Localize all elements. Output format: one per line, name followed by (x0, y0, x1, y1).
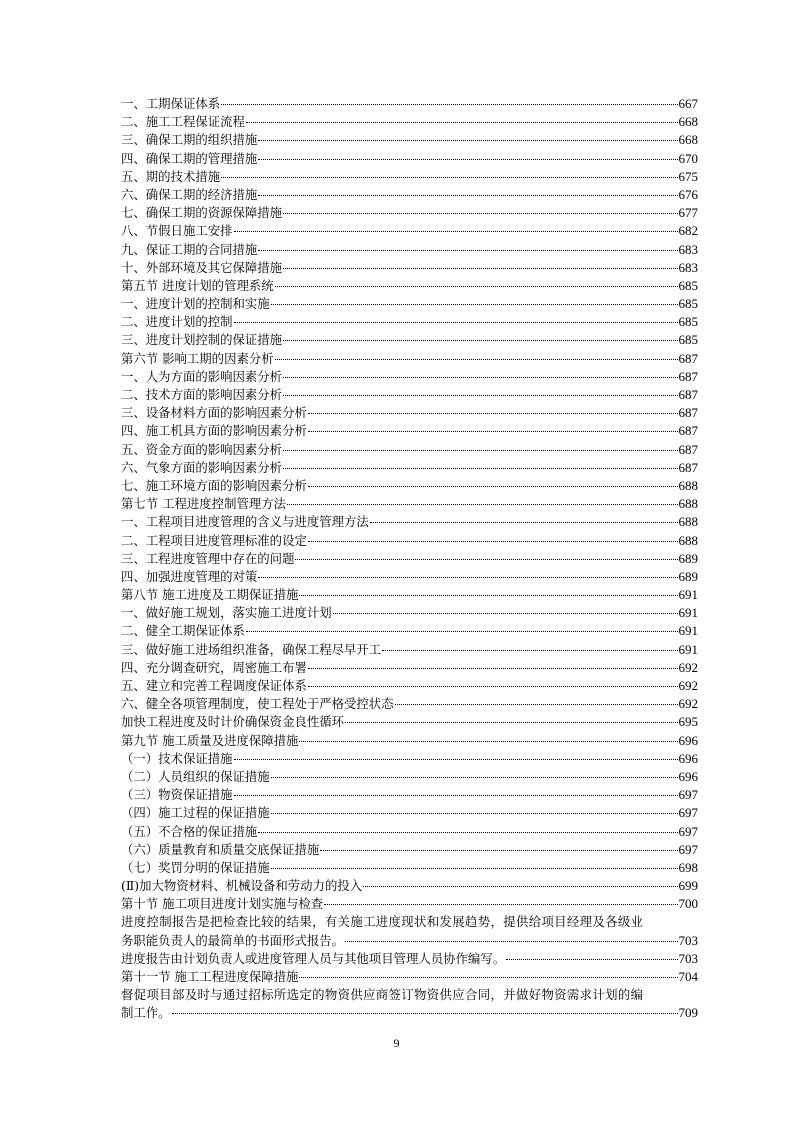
dot-leader (275, 359, 678, 360)
toc-entry-title-line1: 进度控制报告是把检查比较的结果，有关施工进度现状和发展趋势，提供给项目经理及各级业 (121, 914, 644, 930)
dot-leader (308, 413, 678, 414)
toc-page-number: 696 (678, 732, 698, 748)
toc-entry-title: 五、资金方面的影响因素分析 (121, 441, 283, 457)
toc-page-number: 685 (678, 296, 698, 312)
toc-entry-title: 第九节 施工质量及进度保障措施 (121, 732, 299, 748)
toc-page-number: 687 (678, 368, 698, 384)
toc-entry[interactable] (121, 259, 698, 277)
toc-page-number: 687 (678, 387, 698, 402)
toc-page-number: 676 (678, 186, 698, 202)
toc-entry[interactable] (121, 895, 698, 913)
dot-leader (258, 195, 677, 196)
dot-leader (258, 250, 677, 251)
toc-entry-title: 第十一节 施工工程进度保障措施 (121, 969, 299, 984)
toc-entry[interactable] (121, 495, 698, 513)
toc-entry[interactable] (121, 422, 698, 440)
toc-entry[interactable] (121, 313, 698, 331)
dot-leader (258, 832, 677, 833)
toc-page-number: 688 (678, 477, 698, 493)
dot-leader (271, 813, 678, 814)
toc-entry[interactable] (121, 550, 698, 568)
toc-entry-title: 二、健全工期保证体系 (121, 623, 245, 639)
toc-page-number: 685 (678, 277, 698, 293)
dot-leader (324, 904, 677, 905)
toc-entry-section[interactable] (121, 968, 698, 986)
toc-entry-title: （二）人员组织的保证措施 (121, 768, 270, 784)
toc-entry-title: 三、工程进度管理中存在的问题 (121, 550, 295, 566)
dot-leader (234, 759, 678, 760)
toc-entry-title: 一、人为方面的影响因素分析 (121, 368, 283, 384)
toc-page-number: 692 (678, 678, 698, 693)
dot-leader (295, 559, 677, 560)
toc-page-number: 682 (678, 223, 698, 239)
dot-leader (308, 668, 678, 669)
dot-leader (283, 268, 677, 269)
toc-page-number: 700 (678, 896, 698, 912)
toc-entry[interactable] (121, 277, 698, 295)
dot-leader (299, 741, 677, 742)
dot-leader (506, 959, 677, 960)
toc-entry-title: 第七节 工程进度控制管理方法 (121, 496, 287, 512)
toc-page-number: 692 (678, 659, 698, 675)
toc-entry[interactable] (121, 695, 698, 713)
toc-page-number: 692 (678, 696, 698, 712)
toc-entry[interactable] (121, 241, 698, 259)
dot-leader (395, 704, 678, 705)
toc-entry[interactable] (121, 295, 698, 313)
toc-page-number: 691 (678, 641, 698, 657)
dot-leader (258, 577, 677, 578)
dot-leader (308, 686, 678, 687)
dot-leader (283, 468, 677, 469)
toc-page-number: 688 (678, 532, 698, 548)
dot-leader (308, 431, 678, 432)
toc-entry[interactable] (121, 586, 698, 604)
toc-entry[interactable] (121, 568, 698, 586)
toc-page-number: 703 (678, 950, 698, 966)
toc-entry[interactable] (121, 404, 698, 422)
toc-entry[interactable] (121, 841, 698, 859)
toc-page-number: 697 (678, 823, 698, 839)
toc-entry-title: 十、外部环境及其它保障措施 (121, 259, 283, 275)
toc-entry-title: 七、确保工期的资源保障措施 (121, 205, 283, 221)
toc-entry[interactable] (121, 477, 698, 495)
toc-entry[interactable] (121, 204, 698, 222)
dot-leader (221, 177, 677, 178)
dot-leader (275, 286, 678, 287)
toc-page-number: 696 (678, 768, 698, 784)
toc-page-number: 695 (678, 714, 698, 730)
toc-page-number: 698 (678, 859, 698, 875)
toc-page-number: 688 (678, 496, 698, 512)
toc-entry[interactable] (121, 950, 698, 968)
dot-leader (363, 886, 677, 887)
toc-page-number: 687 (678, 350, 698, 366)
toc-entry-title: （七）奖罚分明的保证措施 (121, 859, 270, 875)
toc-entry[interactable] (121, 186, 698, 204)
toc-entry[interactable] (121, 222, 698, 240)
toc-entry[interactable] (121, 386, 698, 404)
dot-leader (271, 304, 678, 305)
toc-page-number: 691 (678, 623, 698, 639)
table-of-contents (121, 95, 698, 1023)
toc-entry[interactable] (121, 659, 698, 677)
dot-leader (370, 522, 678, 523)
toc-entry-title: 第五节 进度计划的管理系统 (121, 277, 274, 293)
toc-entry-title: 四、确保工期的管理措施 (121, 150, 258, 166)
dot-leader (234, 795, 678, 796)
dot-leader (283, 377, 677, 378)
toc-page-number: 687 (678, 423, 698, 439)
dot-leader (283, 395, 677, 396)
toc-page-number: 696 (678, 750, 698, 766)
toc-entry[interactable] (121, 150, 698, 168)
toc-entry[interactable] (121, 168, 698, 186)
toc-entry-title: 三、确保工期的组织措施 (121, 132, 258, 148)
toc-entry-wrapped[interactable] (121, 913, 698, 949)
toc-entry[interactable] (121, 713, 698, 731)
toc-entry-title: 二、工程项目进度管理标准的设定 (121, 532, 307, 548)
toc-entry-title: 三、做好施工进场组织准备，确保工程尽早开工 (121, 641, 382, 657)
toc-entry-title: 六、气象方面的影响因素分析 (121, 459, 283, 475)
toc-entry[interactable] (121, 877, 698, 895)
dot-leader (172, 1013, 678, 1014)
toc-page-number: 677 (678, 205, 698, 221)
toc-entry-title: 六、确保工期的经济措施 (121, 186, 258, 202)
toc-entry[interactable] (121, 95, 698, 113)
toc-page-number: 685 (678, 314, 698, 330)
toc-page-number: 691 (678, 587, 698, 603)
toc-page-number: 709 (678, 1005, 698, 1021)
toc-entry[interactable] (121, 823, 698, 841)
toc-entry-title: 第十节 施工项目进度计划实施与检查 (121, 896, 324, 912)
toc-entry-title-line2: 制工作。 (121, 1005, 171, 1021)
toc-entry-title: 一、做好施工规划，落实施工进度计划 (121, 605, 332, 621)
dot-leader (221, 104, 677, 105)
toc-entry-title: 三、设备材料方面的影响因素分析 (121, 405, 307, 421)
toc-entry[interactable] (121, 677, 698, 695)
toc-entry-title: 五、建立和完善工程调度保证体系 (121, 678, 307, 693)
dot-leader (271, 868, 678, 869)
toc-entry-title: 四、加强进度管理的对策 (121, 568, 258, 584)
dot-leader (234, 231, 678, 232)
toc-entry-title: 四、施工机具方面的影响因素分析 (121, 423, 307, 439)
toc-page-number: 685 (678, 332, 698, 348)
dot-leader (283, 213, 677, 214)
toc-page-number: 683 (678, 241, 698, 257)
toc-page-number: 699 (678, 878, 698, 894)
dot-leader (258, 140, 677, 141)
toc-entry[interactable] (121, 604, 698, 622)
dot-leader (271, 777, 678, 778)
toc-entry[interactable] (121, 750, 698, 768)
dot-leader (345, 941, 677, 942)
toc-page-number: 704 (678, 969, 698, 984)
dot-leader (287, 504, 677, 505)
toc-page-number: 667 (678, 96, 698, 111)
toc-page-number: 670 (678, 150, 698, 166)
dot-leader (234, 322, 678, 323)
toc-entry[interactable] (121, 441, 698, 459)
dot-leader (308, 486, 678, 487)
toc-entry-title: 二、进度计划的控制 (121, 314, 233, 330)
toc-entry-title: 二、施工工程保证流程 (121, 114, 245, 130)
dot-leader (246, 122, 678, 123)
toc-entry-list (121, 95, 698, 913)
toc-entry-title: (Ⅱ)加大物资材料、机械设备和劳动力的投入 (121, 878, 363, 894)
toc-entry[interactable] (121, 859, 698, 877)
toc-entry-title: 一、工期保证体系 (121, 96, 221, 111)
toc-entry[interactable] (121, 350, 698, 368)
toc-entry-title: 六、健全各项管理制度，使工程处于严格受控状态 (121, 696, 394, 712)
toc-entry[interactable] (121, 532, 698, 550)
toc-page-number: 689 (678, 550, 698, 566)
toc-entry[interactable] (121, 622, 698, 640)
dot-leader (308, 541, 678, 542)
dot-leader (333, 613, 678, 614)
toc-entry-title: 五、期的技术措施 (121, 168, 221, 184)
toc-entry-title-line2: 务职能负责人的最简单的书面形式报告。 (121, 932, 345, 948)
toc-entry-title: 进度报告由计划负责人或进度管理人员与其他项目管理人员协作编写。 (121, 950, 506, 966)
toc-entry-title: 四、充分调查研究，周密施工布署 (121, 659, 307, 675)
toc-entry-title: 第六节 影响工期的因素分析 (121, 350, 274, 366)
toc-entry[interactable] (121, 368, 698, 386)
page-number: 9 (393, 1036, 400, 1050)
toc-entry-title: 第八节 施工进度及工期保证措施 (121, 587, 299, 603)
dot-leader (258, 159, 677, 160)
toc-entry[interactable] (121, 804, 698, 822)
toc-entry-title: 三、进度计划控制的保证措施 (121, 332, 283, 348)
toc-page-number: 683 (678, 259, 698, 275)
toc-entry-title: （六）质量教育和质量交底保证措施 (121, 841, 320, 857)
toc-entry-title: 二、技术方面的影响因素分析 (121, 387, 283, 402)
toc-page-number: 703 (678, 932, 698, 948)
toc-page-number: 697 (678, 841, 698, 857)
toc-entry[interactable] (121, 459, 698, 477)
toc-entry[interactable] (121, 786, 698, 804)
toc-page-number: 668 (678, 132, 698, 148)
toc-entry[interactable] (121, 131, 698, 149)
toc-page-number: 687 (678, 459, 698, 475)
toc-entry-title: （一）技术保证措施 (121, 750, 233, 766)
dot-leader (345, 722, 677, 723)
toc-entry[interactable] (121, 641, 698, 659)
toc-entry-wrapped[interactable] (121, 986, 698, 1022)
toc-page-number: 688 (678, 514, 698, 530)
toc-page-number: 687 (678, 405, 698, 421)
dot-leader (283, 450, 677, 451)
dot-leader (320, 850, 677, 851)
toc-entry-title: 九、保证工期的合同措施 (121, 241, 258, 257)
toc-entry[interactable] (121, 732, 698, 750)
toc-entry[interactable] (121, 513, 698, 531)
dot-leader (283, 340, 677, 341)
toc-page-number: 675 (678, 168, 698, 184)
toc-entry-title-line1: 督促项目部及时与通过招标所选定的物资供应商签订物资供应合同，并做好物资需求计划的编 (121, 987, 644, 1003)
dot-leader (382, 650, 677, 651)
toc-entry-title: （四）施工过程的保证措施 (121, 805, 270, 821)
toc-entry-title: 八、节假日施工安排 (121, 223, 233, 239)
dot-leader (299, 977, 677, 978)
toc-entry-title: 七、施工环境方面的影响因素分析 (121, 477, 307, 493)
toc-entry[interactable] (121, 113, 698, 131)
toc-page-number: 691 (678, 605, 698, 621)
toc-page-number: 697 (678, 805, 698, 821)
toc-entry[interactable] (121, 768, 698, 786)
dot-leader (299, 595, 677, 596)
toc-page-number: 697 (678, 787, 698, 803)
toc-page-number: 668 (678, 114, 698, 130)
toc-entry-title: （三）物资保证措施 (121, 787, 233, 803)
toc-entry-title: 一、工程项目进度管理的含义与进度管理方法 (121, 514, 369, 530)
dot-leader (246, 631, 678, 632)
toc-entry-title: 一、进度计划的控制和实施 (121, 296, 270, 312)
toc-entry-title: 加快工程进度及时计价确保资金良性循环 (121, 714, 345, 730)
toc-entry-title: （五）不合格的保证措施 (121, 823, 258, 839)
toc-page-number: 687 (678, 441, 698, 457)
toc-page-number: 689 (678, 568, 698, 584)
toc-entry[interactable] (121, 331, 698, 349)
